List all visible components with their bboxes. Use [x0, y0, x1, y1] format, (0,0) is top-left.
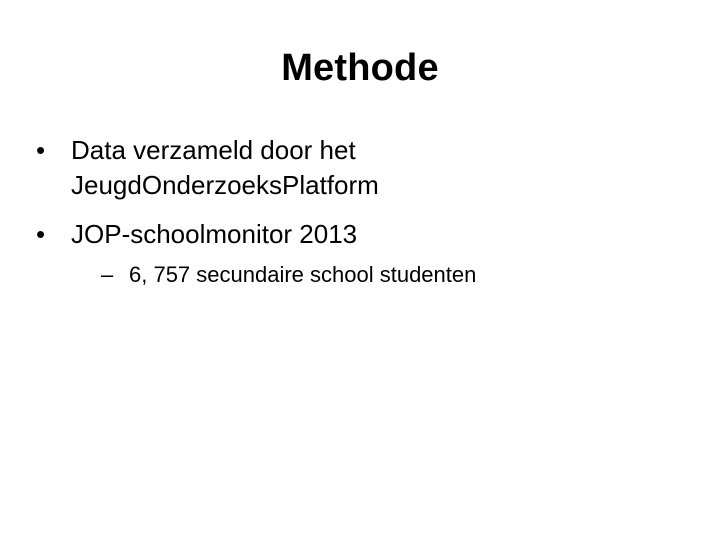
dash-icon: –	[101, 262, 114, 287]
sub-bullet-text: 6, 757 secundaire school studenten	[129, 262, 477, 287]
sub-bullet-item-students	[101, 260, 686, 290]
bullet-list	[36, 133, 686, 304]
bullet-icon: •	[36, 219, 46, 249]
bullet-item-school-monitor	[36, 217, 686, 290]
bullet-item-data-collection	[36, 133, 686, 203]
bullet-icon: •	[36, 135, 46, 165]
bullet-text-line: Data verzameld door het	[71, 135, 356, 165]
bullet-text-line: JOP-schoolmonitor 2013	[71, 219, 358, 249]
slide-title: Methode	[281, 47, 439, 89]
bullet-text-line: JeugdOnderzoeksPlatform	[71, 170, 379, 200]
sub-bullet-list	[71, 260, 686, 290]
